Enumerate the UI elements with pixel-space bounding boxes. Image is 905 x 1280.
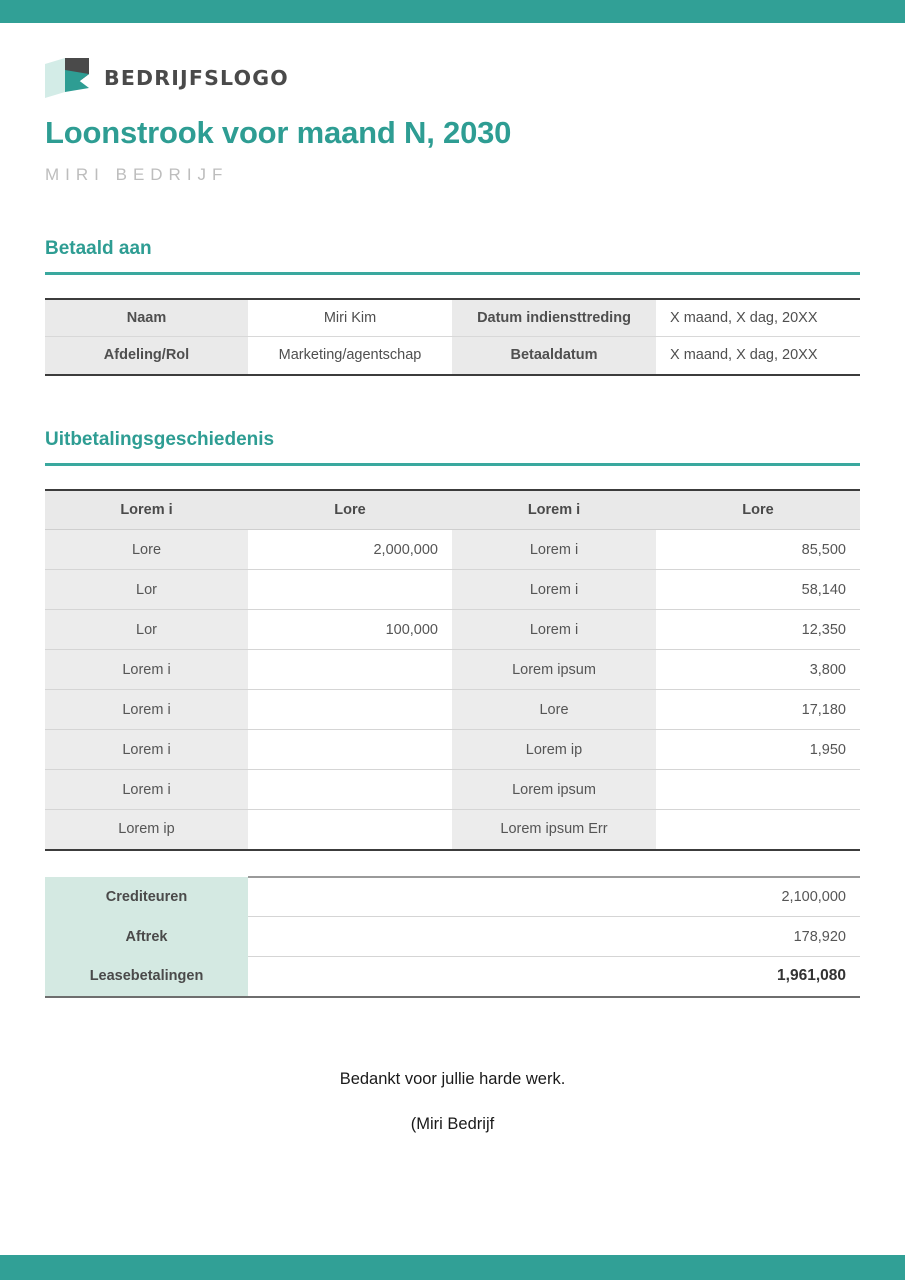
payment-history-table [45,489,860,851]
row-cell-label: Lorem i [45,730,248,770]
payable-value: 2,100,000 [248,877,860,917]
deduction-value: 178,920 [248,917,860,957]
table-row [45,299,860,337]
paid-to-section [45,238,860,376]
paid-to-heading: Betaald aan [45,237,152,259]
row-cell-amount: 85,500 [656,530,860,570]
row-cell-label: Lorem i [452,530,656,570]
row-cell-amount [248,570,452,610]
column-header-3: Lorem i [452,490,656,530]
row-cell-label: Lorem ip [452,730,656,770]
row-cell-label: Lorem ipsum Err [452,810,656,850]
summary-section [45,876,860,998]
table-row [45,570,860,610]
row-cell-amount: 58,140 [656,570,860,610]
table-row [45,690,860,730]
row-cell-label: Lore [452,690,656,730]
row-cell-label: Lorem ipsum [452,770,656,810]
table-row [45,337,860,375]
payable-label: Crediteuren [45,877,248,917]
column-header-1: Lorem i [45,490,248,530]
row-cell-label: Lor [45,570,248,610]
row-cell-label: Lorem i [45,690,248,730]
page-subtitle: MIRI BEDRIJF [45,164,229,184]
row-cell-amount [248,770,452,810]
payment-history-heading: Uitbetalingsgeschiedenis [45,428,275,450]
section-divider [45,463,860,466]
employee-name-label: Naam [45,299,248,337]
row-cell-amount: 17,180 [656,690,860,730]
row-cell-amount [656,770,860,810]
column-header-2: Lore [248,490,452,530]
summary-row [45,877,860,917]
pay-date-label: Betaaldatum [452,337,656,375]
table-row [45,770,860,810]
pay-date-value: X maand, X dag, 20XX [656,337,860,375]
footer-note [45,1071,860,1134]
department-value: Marketing/agentschap [248,337,452,375]
row-cell-label: Lorem i [45,770,248,810]
summary-table [45,876,860,998]
row-cell-label: Lorem i [452,610,656,650]
row-cell-amount: 12,350 [656,610,860,650]
deduction-label: Aftrek [45,917,248,957]
row-cell-amount: 2,000,000 [248,530,452,570]
summary-row [45,957,860,997]
row-cell-label: Lor [45,610,248,650]
logo-wordmark: BEDRIJFSLOGO [104,66,289,90]
cube-box-icon [45,58,91,98]
start-date-value: X maand, X dag, 20XX [656,299,860,337]
table-row [45,650,860,690]
table-row [45,610,860,650]
row-cell-amount: 3,800 [656,650,860,690]
brand-logo [45,0,860,90]
section-divider [45,272,860,275]
table-header-row [45,490,860,530]
lease-payments-value: 1,961,080 [248,957,860,997]
footer-thanks: Bedankt voor jullie harde werk. [339,1069,566,1088]
column-header-4: Lore [656,490,860,530]
row-cell-amount: 100,000 [248,610,452,650]
table-row [45,530,860,570]
row-cell-label: Lorem i [452,570,656,610]
row-cell-label: Lorem ipsum [452,650,656,690]
row-cell-amount [248,690,452,730]
row-cell-label: Lore [45,530,248,570]
page-title: Loonstrook voor maand N, 2030 [45,115,512,150]
row-cell-amount [656,810,860,850]
row-cell-amount [248,810,452,850]
employee-name-value: Miri Kim [248,299,452,337]
document-content [45,0,860,1133]
summary-row [45,917,860,957]
department-label: Afdeling/Rol [45,337,248,375]
row-cell-amount [248,730,452,770]
start-date-label: Datum indiensttreding [452,299,656,337]
bottom-accent-bar [0,1255,905,1280]
row-cell-amount: 1,950 [656,730,860,770]
row-cell-label: Lorem i [45,650,248,690]
table-row [45,810,860,850]
lease-payments-label: Leasebetalingen [45,957,248,997]
row-cell-amount [248,650,452,690]
paid-to-table [45,298,860,376]
footer-company: (Miri Bedrijf [410,1114,495,1133]
row-cell-label: Lorem ip [45,810,248,850]
payment-history-section [45,429,860,851]
table-row [45,730,860,770]
